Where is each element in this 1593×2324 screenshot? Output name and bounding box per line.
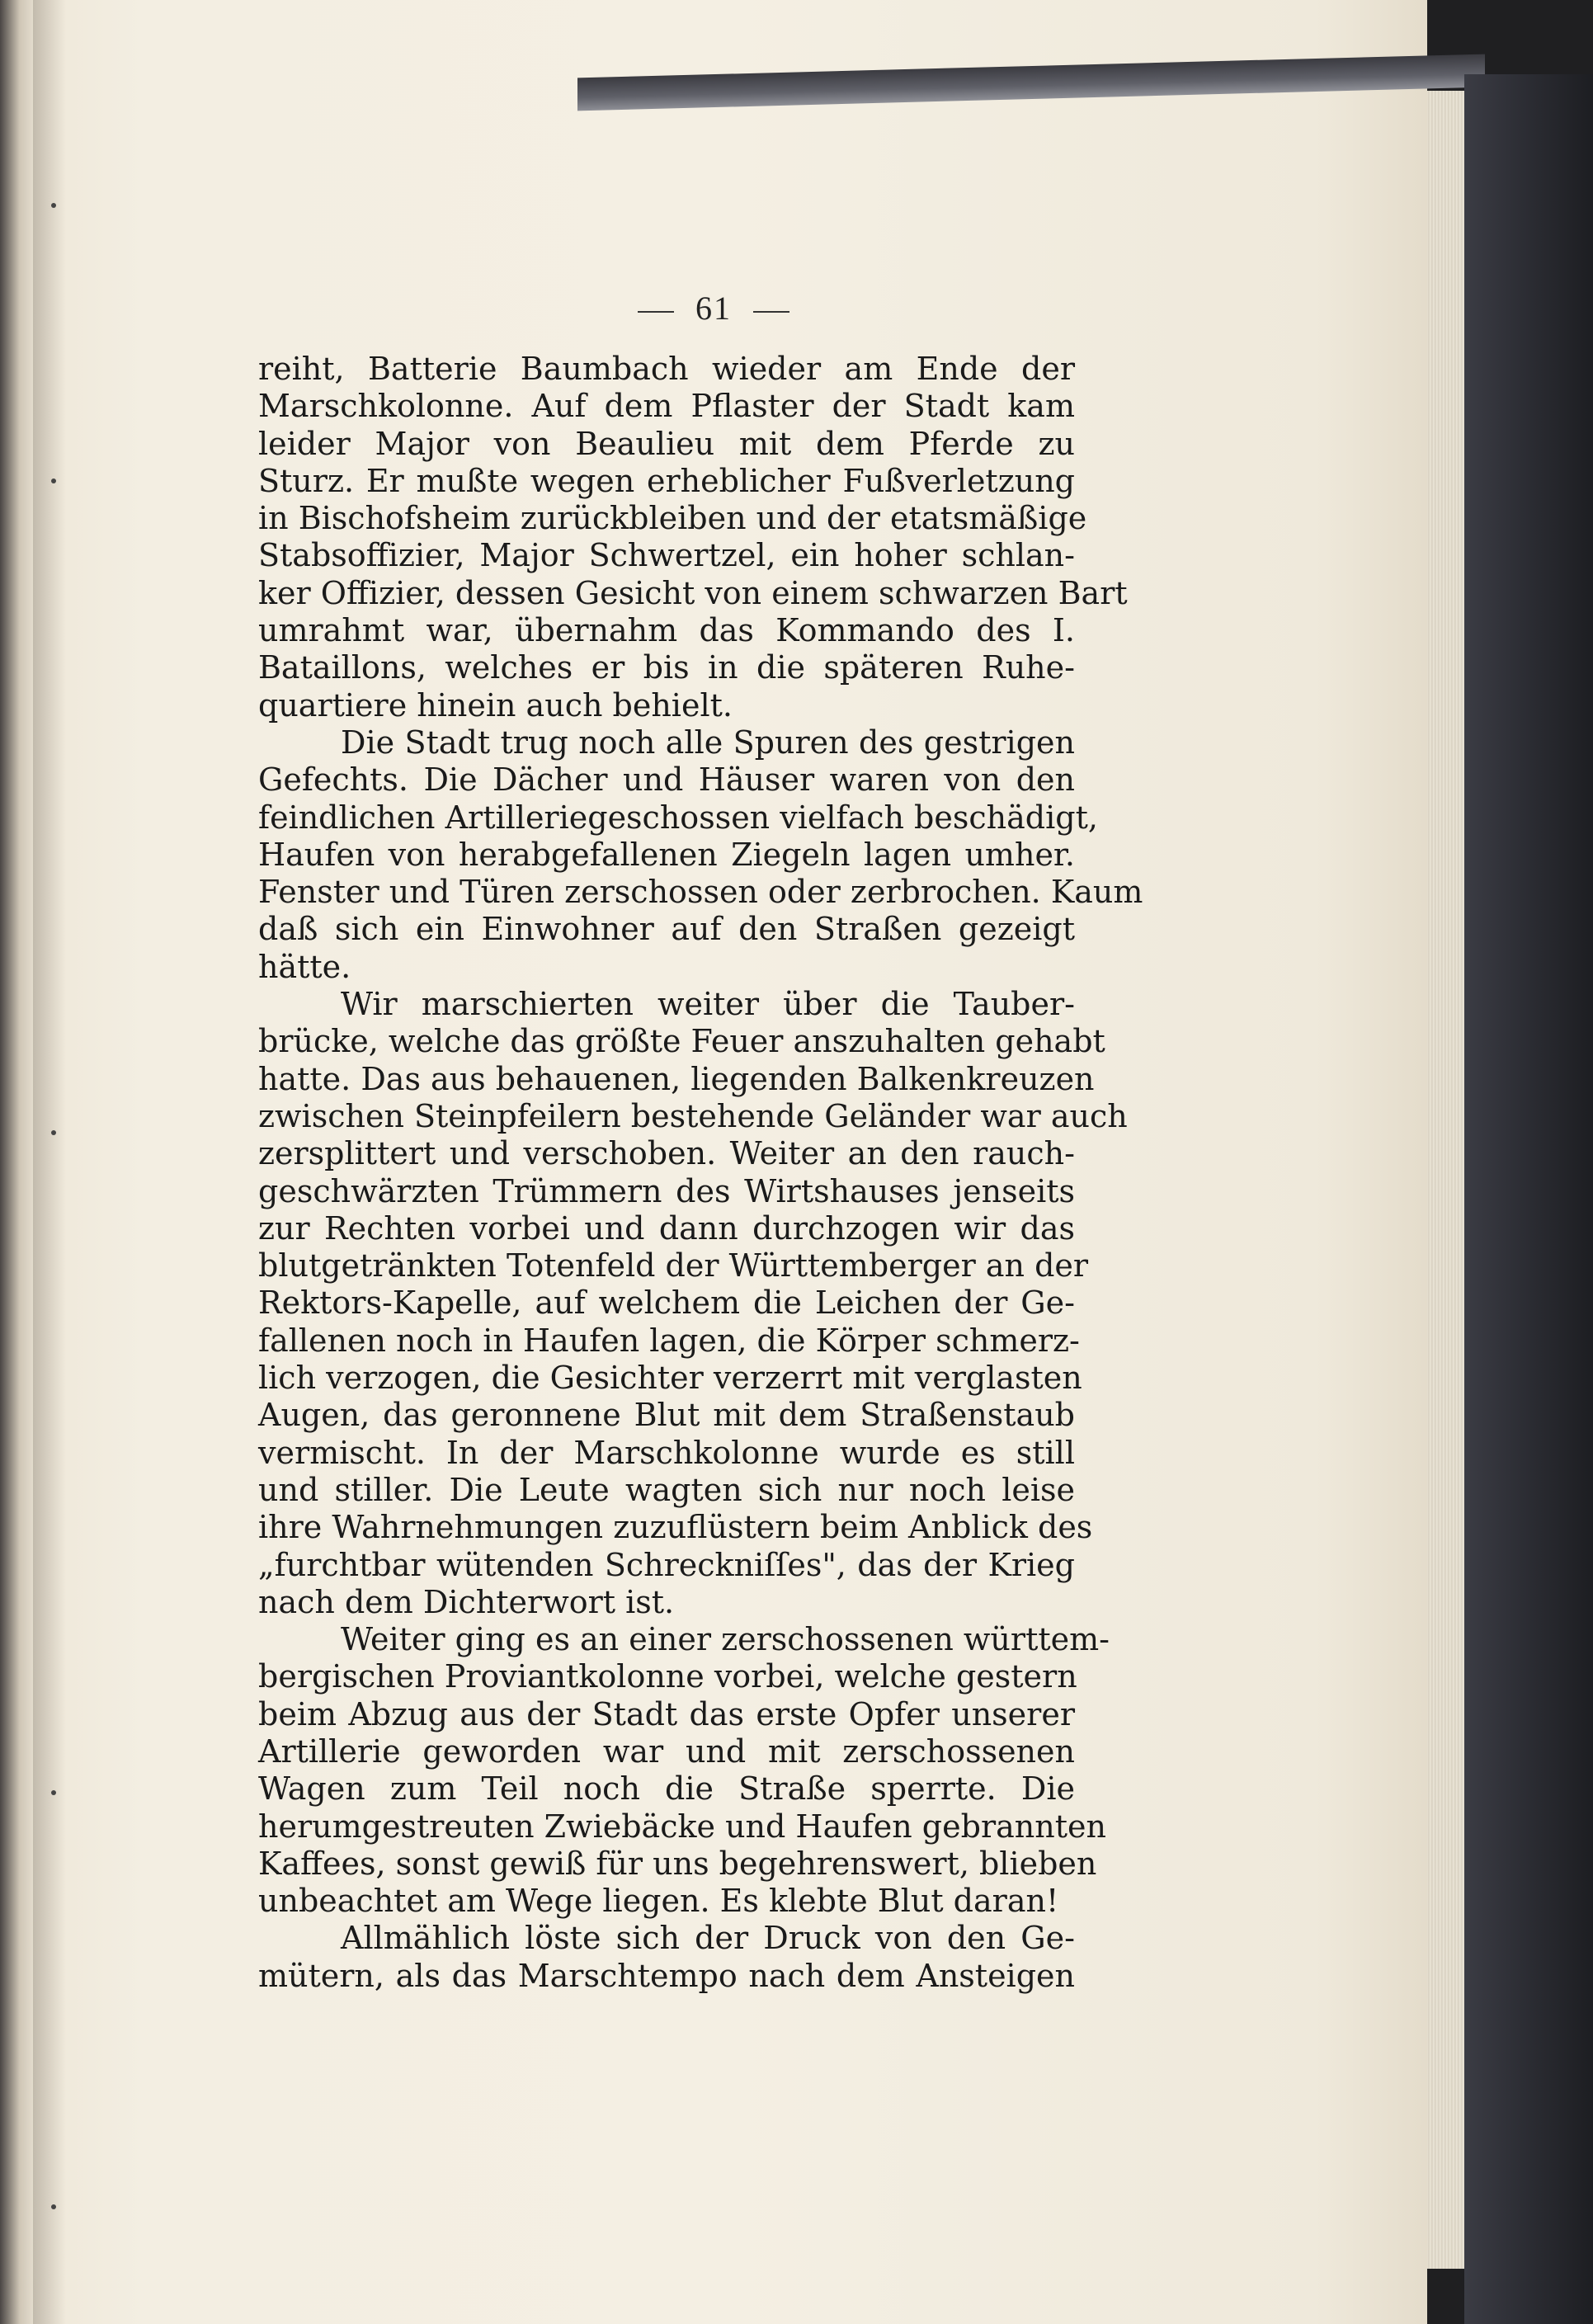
margin-mark [51, 1790, 56, 1795]
paragraph [258, 1621, 1110, 1920]
text-line: herumgestreuten Zwiebäcke und Haufen gebrannten [258, 1808, 1106, 1845]
text-line: beim Abzug aus der Stadt das erste Opfer unserer [258, 1695, 1075, 1732]
page-stack-edges [1427, 91, 1464, 2269]
book-cover-right [1464, 74, 1593, 2324]
text-line: leider Major von Beaulieu mit dem Pferde zu [258, 425, 1075, 462]
text-line: Marschkolonne. Auf dem Pflaster der Stadt kam [258, 388, 1075, 425]
text-line: Fenster und Türen zerschossen oder zerbrochen. Kaum [258, 874, 1143, 911]
text-line: fallenen noch in Haufen lagen, die Körper schmerz- [258, 1322, 1080, 1359]
text-line: unbeachtet am Wege liegen. Es klebte Blut daran! [258, 1883, 1059, 1920]
text-line: Gefechts. Die Dächer und Häuser waren von den [258, 761, 1075, 799]
text-line: Sturz. Er mußte wegen erheblicher Fußverletzung [258, 462, 1075, 499]
text-line: vermischt. In der Marschkolonne wurde es still [258, 1434, 1075, 1471]
text-line: lich verzogen, die Gesichter verzerrt mit verglasten [258, 1360, 1082, 1397]
text-line: quartiere hinein auch behielt. [258, 686, 733, 724]
text-line: hätte. [258, 948, 351, 985]
paragraph [258, 351, 1128, 724]
text-line: Augen, das geronnene Blut mit dem Straßenstaub [258, 1397, 1075, 1434]
text-line: „furchtbar wütenden Schreckniſſes", das der Krieg [258, 1546, 1075, 1583]
text-line: Bataillons, welches er bis in die späteren Ruhe- [258, 649, 1075, 686]
dash-right [753, 311, 789, 313]
text-line: zur Rechten vorbei und dann durchzogen wir das [258, 1209, 1075, 1247]
page-number-text: 61 [695, 290, 732, 327]
text-line: zwischen Steinpfeilern bestehende Geländer war auch [258, 1097, 1128, 1134]
text-line: zersplittert und verschoben. Weiter an den rauch- [258, 1135, 1075, 1172]
text-line: mütern, als das Marschtempo nach dem Ansteigen [258, 1957, 1075, 1994]
text-line: bergischen Proviantkolonne vorbei, welche gestern [258, 1658, 1077, 1695]
text-line: und stiller. Die Leute wagten sich nur noch leise [258, 1471, 1075, 1508]
text-line: brücke, welche das größte Feuer anszuhalten gehabt [258, 1023, 1105, 1060]
gutter-shadow [33, 0, 66, 2324]
text-line: ihre Wahrnehmungen zuzuflüstern beim Anblick des [258, 1509, 1093, 1546]
text-line: Weiter ging es an einer zerschossenen württem- [341, 1621, 1110, 1658]
margin-mark [51, 478, 56, 483]
paragraph [258, 986, 1128, 1621]
text-line: geschwärzten Trümmern des Wirtshauses jenseits [258, 1172, 1075, 1209]
text-line: Rektors-Kapelle, auf welchem die Leichen der Ge- [258, 1285, 1075, 1322]
text-line: hatte. Das aus behauenen, liegenden Balkenkreuzen [258, 1060, 1095, 1097]
text-line: daß sich ein Einwohner auf den Straßen gezeigt [258, 911, 1075, 948]
text-line: nach dem Dichterwort ist. [258, 1583, 675, 1620]
text-line: Artillerie geworden war und mit zerschossenen [258, 1732, 1075, 1770]
text-line: Die Stadt trug noch alle Spuren des gestrigen [341, 724, 1075, 761]
text-line: ker Offizier, dessen Gesicht von einem schwarzen Bart [258, 574, 1128, 611]
text-line: umrahmt war, übernahm das Kommando des I. [258, 612, 1075, 649]
paragraph [258, 724, 1143, 986]
text-line: feindlichen Artilleriegeschossen vielfach beschädigt, [258, 799, 1098, 836]
dash-left [638, 311, 674, 313]
text-line: reiht, Batterie Baumbach wieder am Ende der [258, 351, 1075, 387]
margin-mark [51, 203, 56, 208]
text-line: Wagen zum Teil noch die Straße sperrte. Die [258, 1770, 1075, 1808]
text-line: blutgetränkten Totenfeld der Württemberger an der [258, 1247, 1089, 1285]
margin-mark [51, 2204, 56, 2209]
text-line: Kaffees, sonst gewiß für uns begehrenswert, blieben [258, 1845, 1097, 1882]
text-line: Haufen von herabgefallenen Ziegeln lagen umher. [258, 836, 1075, 873]
body-text [258, 351, 1143, 1995]
paragraph [258, 1920, 1075, 1995]
text-line: Stabsoffizier, Major Schwertzel, ein hoher schlan- [258, 537, 1075, 574]
margin-mark [51, 1130, 56, 1135]
text-line: Allmählich löste sich der Druck von den Ge- [341, 1920, 1075, 1957]
facing-page-edge [0, 0, 33, 2324]
page-number [0, 289, 1427, 328]
text-line: in Bischofsheim zurückbleiben und der etatsmäßige [258, 500, 1087, 537]
text-line: Wir marschierten weiter über die Tauber- [341, 986, 1075, 1023]
